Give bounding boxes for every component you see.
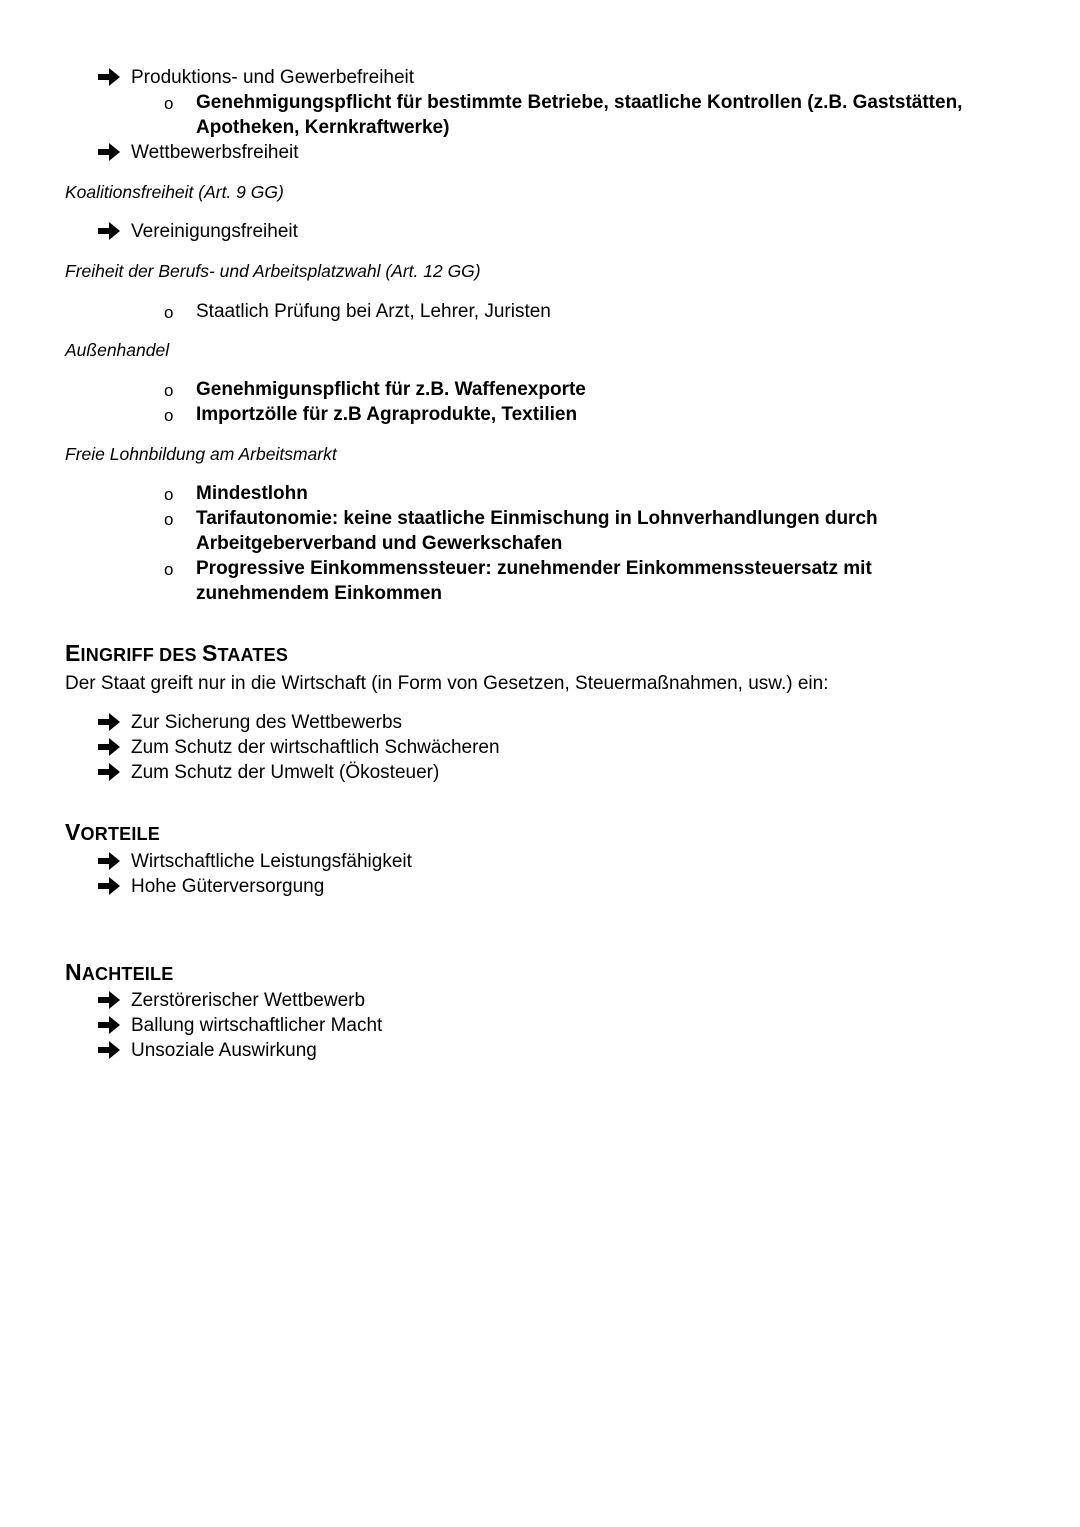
list-item: Tarifautonomie: keine staatliche Einmischung in Lohnverhandlungen durch (196, 508, 878, 529)
list-item: Hohe Güterversorgung (131, 876, 325, 897)
section-heading: Außenhandel (65, 340, 170, 360)
list-item: Zum Schutz der wirtschaftlich Schwächeren (131, 737, 500, 758)
list-item: Wettbewerbsfreiheit (131, 142, 299, 163)
list-item: Zur Sicherung des Wettbewerbs (131, 712, 403, 733)
arrow-bullet-icon (98, 851, 120, 871)
paragraph: Der Staat greift nur in die Wirtschaft (in Form von Gesetzen, Steuermaßnahmen, usw.) ein: (65, 673, 829, 694)
list-item: Mindestlohn (196, 483, 308, 504)
list-item: Vereinigungsfreiheit (131, 221, 298, 242)
list-item-continuation: Arbeitgeberverband und Gewerkschafen (196, 533, 563, 554)
title-initial: V (65, 819, 81, 845)
list-item: Zerstörerischer Wettbewerb (131, 990, 366, 1011)
list-item: Unsoziale Auswirkung (131, 1040, 317, 1061)
arrow-bullet-icon (98, 221, 120, 241)
section-heading: Koalitionsfreiheit (Art. 9 GG) (65, 182, 284, 202)
list-item: Progressive Einkommenssteuer: zunehmender Einkommenssteuersatz mit (196, 558, 872, 579)
list-item-continuation: Apotheken, Kernkraftwerke) (196, 117, 450, 138)
arrow-bullet-icon (98, 876, 120, 896)
arrow-bullet-icon (98, 1040, 120, 1060)
title-smallcaps: INGRIFF DES (80, 645, 202, 665)
list-item: Produktions- und Gewerbefreiheit (131, 67, 415, 88)
circle-bullet-icon: o (164, 510, 174, 529)
list-item: Zum Schutz der Umwelt (Ökosteuer) (131, 762, 440, 783)
arrow-bullet-icon (98, 762, 120, 782)
arrow-bullet-icon (98, 1015, 120, 1035)
circle-bullet-icon: o (164, 94, 174, 113)
arrow-bullet-icon (98, 142, 120, 162)
section-title (65, 960, 173, 987)
title-smallcaps: TAATES (217, 645, 289, 665)
section-heading: Freiheit der Berufs- und Arbeitsplatzwahl (Art. 12 GG) (65, 261, 481, 281)
circle-bullet-icon: o (164, 485, 174, 504)
arrow-bullet-icon (98, 990, 120, 1010)
circle-bullet-icon: o (164, 560, 174, 579)
circle-bullet-icon: o (164, 406, 174, 425)
list-item: Staatlich Prüfung bei Arzt, Lehrer, Juristen (196, 301, 551, 322)
list-item: Ballung wirtschaftlicher Macht (131, 1015, 383, 1036)
list-item: Importzölle für z.B Agraprodukte, Textilien (196, 404, 578, 425)
title-initial: N (65, 959, 82, 985)
arrow-bullet-icon (98, 67, 120, 87)
title-initial: S (201, 640, 218, 666)
title-smallcaps: ORTEILE (80, 824, 160, 844)
list-item: Wirtschaftliche Leistungsfähigkeit (131, 851, 412, 872)
circle-bullet-icon: o (164, 303, 174, 322)
list-item: Genehmigungspflicht für bestimmte Betriebe, staatliche Kontrollen (z.B. Gaststätten, (196, 92, 963, 113)
arrow-bullet-icon (98, 737, 120, 757)
arrow-bullet-icon (98, 712, 120, 732)
circle-bullet-icon: o (164, 381, 174, 400)
section-heading: Freie Lohnbildung am Arbeitsmarkt (65, 444, 337, 464)
title-smallcaps: ACHTEILE (81, 964, 174, 984)
title-initial: E (65, 640, 81, 666)
list-item-continuation: zunehmendem Einkommen (196, 583, 442, 604)
section-title (65, 820, 160, 847)
list-item: Genehmigunspflicht für z.B. Waffenexporte (196, 379, 586, 400)
section-title (65, 641, 288, 668)
